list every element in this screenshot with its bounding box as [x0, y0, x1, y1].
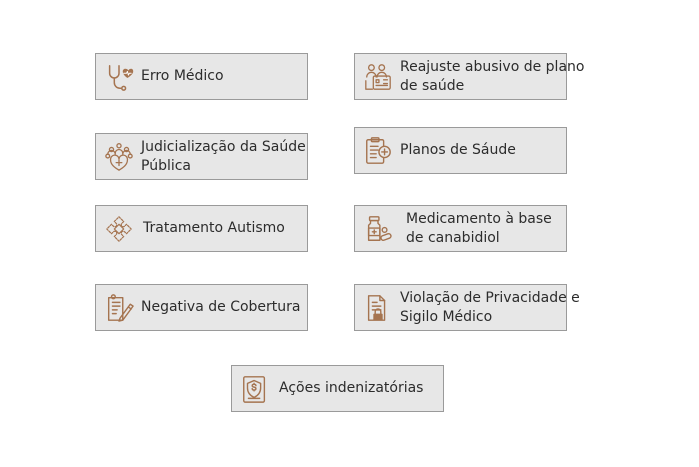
service-card-acoes-indenizatorias[interactable]: [231, 365, 444, 412]
service-card-label: Reajuste abusivo de plano de saúde: [400, 58, 585, 94]
medicine-bottle-icon: [362, 213, 394, 245]
service-card-violacao-privacidade[interactable]: [354, 284, 580, 331]
puzzle-icon: [103, 213, 135, 245]
service-card-label: Tratamento Autismo: [143, 220, 285, 236]
service-card-reajuste-abusivo[interactable]: [354, 53, 585, 100]
service-card-label: Medicamento à base de canabidiol: [406, 210, 552, 246]
document-pen-icon: [103, 292, 135, 324]
service-card-label: Negativa de Cobertura: [141, 299, 301, 315]
service-card-label: Judicialização da Saúde Pública: [141, 138, 306, 174]
service-card-canabidiol[interactable]: [354, 205, 567, 252]
service-card-label: Planos de Sáude: [400, 142, 516, 158]
public-health-people-icon: [103, 141, 135, 173]
service-card-label: Erro Médico: [141, 68, 224, 84]
service-card-planos-saude[interactable]: [354, 127, 567, 174]
document-lock-icon: [362, 292, 394, 324]
service-card-label: Ações indenizatórias: [279, 380, 424, 396]
health-plan-family-icon: [362, 61, 394, 93]
service-card-judicializacao-saude[interactable]: [95, 133, 308, 180]
service-card-negativa-cobertura[interactable]: [95, 284, 308, 331]
service-card-erro-medico[interactable]: [95, 53, 308, 100]
clipboard-medical-icon: [362, 135, 394, 167]
service-card-label: Violação de Privacidade e Sigilo Médico: [400, 289, 580, 325]
service-card-tratamento-autismo[interactable]: [95, 205, 308, 252]
stethoscope-heart-icon: [103, 61, 135, 93]
shield-money-icon: [239, 373, 271, 405]
